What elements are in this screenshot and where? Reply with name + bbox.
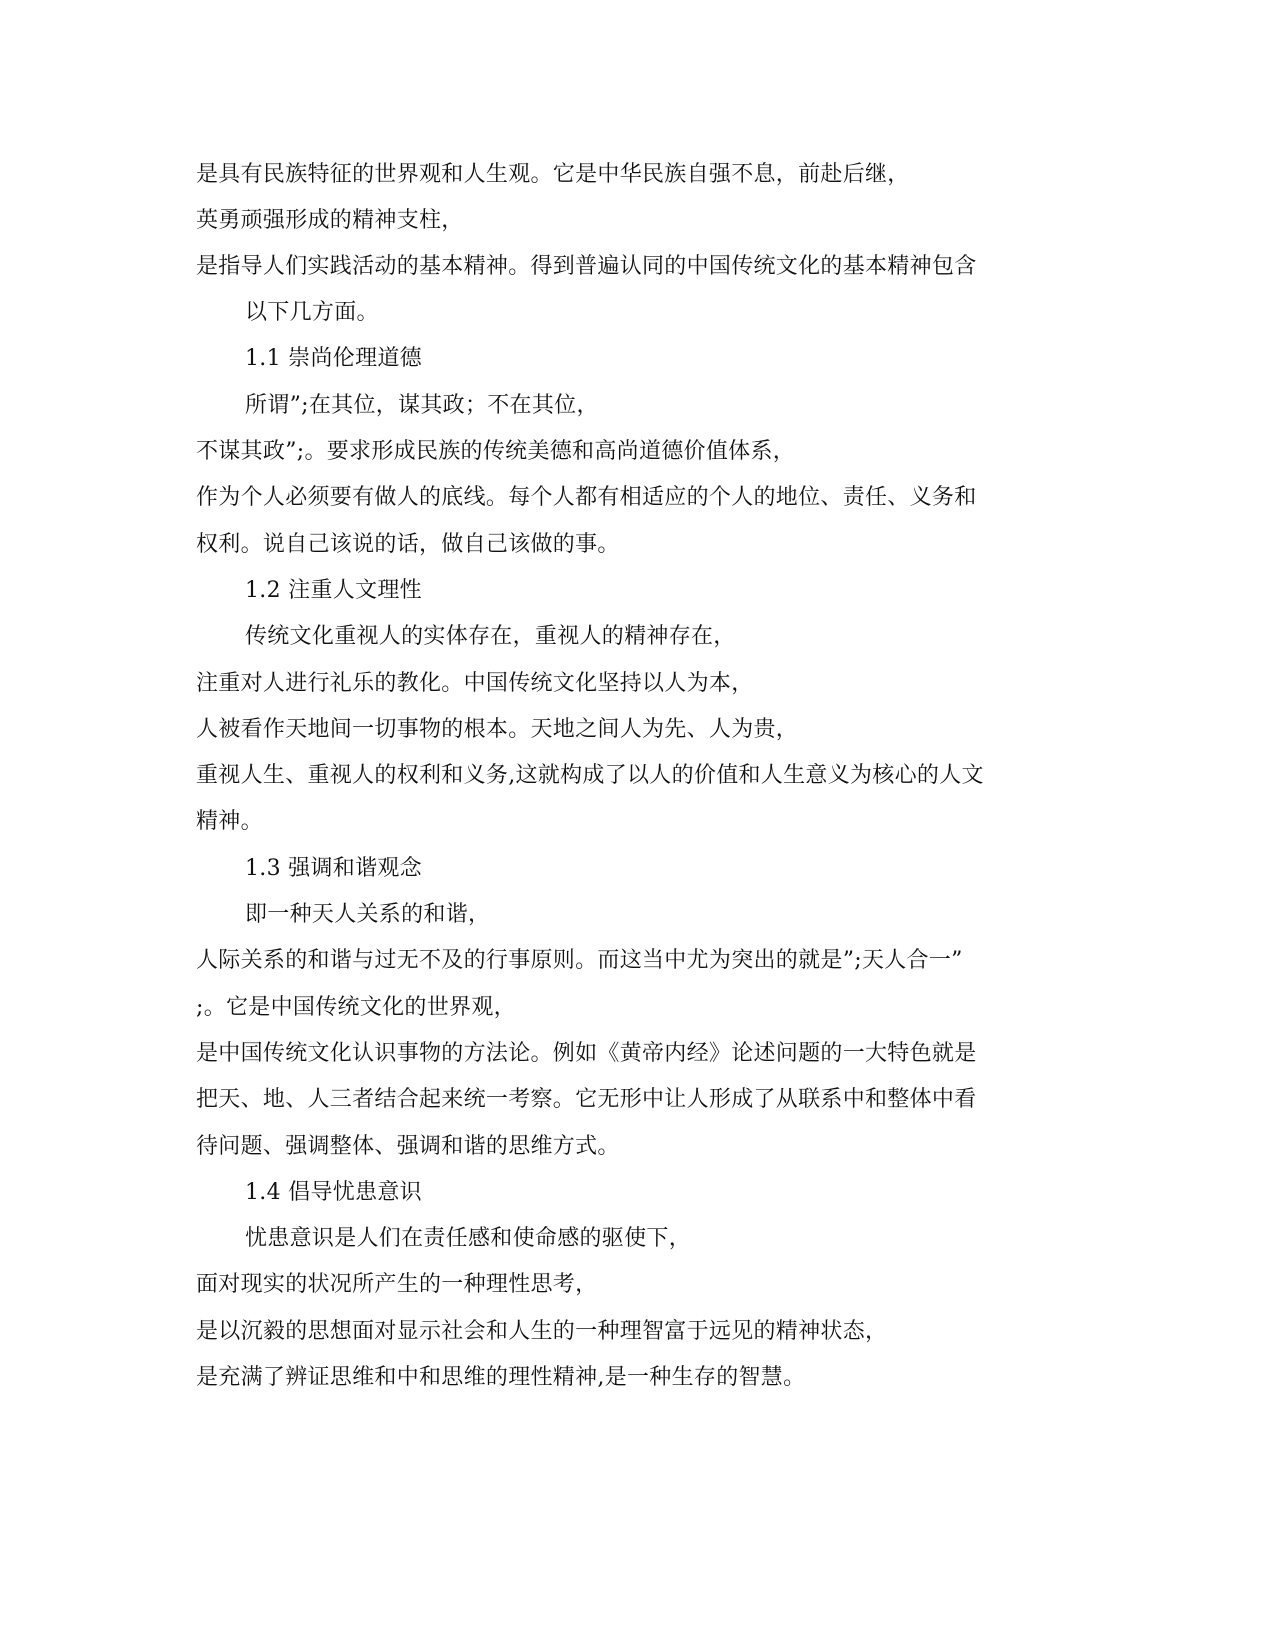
text-line: 忧患意识是人们在责任感和使命感的驱使下， (245, 1226, 692, 1251)
section-heading: 1.3 强调和谐观念 (245, 856, 422, 881)
text-line: 面对现实的状况所产生的一种理性思考， (196, 1272, 598, 1297)
text-line: 以下几方面。 (245, 300, 379, 325)
text-line: 待问题、强调整体、强调和谐的思维方式。 (196, 1134, 620, 1159)
text-line: 所谓”;在其位，谋其政；不在其位， (245, 393, 599, 418)
text-line: 不谋其政”;。要求形成民族的传统美德和高尚道德价值体系， (196, 439, 796, 464)
text-line: 人被看作天地间一切事物的根本。天地之间人为先、人为贵， (196, 717, 799, 742)
text-line: 注重对人进行礼乐的教化。中国传统文化坚持以人为本， (196, 671, 754, 696)
text-line: 即一种天人关系的和谐， (245, 902, 491, 927)
text-line: 传统文化重视人的实体存在，重视人的精神存在， (245, 624, 736, 649)
section-heading: 1.2 注重人文理性 (245, 578, 422, 603)
text-line: 是具有民族特征的世界观和人生观。它是中华民族自强不息，前赴后继， (196, 162, 910, 187)
text-line: 把天、地、人三者结合起来统一考察。它无形中让人形成了从联系中和整体中看 (196, 1087, 977, 1112)
text-line: 英勇顽强形成的精神支柱， (196, 208, 464, 233)
text-line: 作为个人必须要有做人的底线。每个人都有相适应的个人的地位、责任、义务和 (196, 485, 977, 510)
text-line: 精神。 (196, 809, 263, 834)
text-line: 是中国传统文化认识事物的方法论。例如《黄帝内经》论述问题的一大特色就是 (196, 1041, 977, 1066)
text-line: 人际关系的和谐与过无不及的行事原则。而这当中尤为突出的就是”;天人合一” (196, 948, 963, 973)
section-heading: 1.1 崇尚伦理道德 (245, 346, 422, 371)
text-line: 权利。说自己该说的话，做自己该做的事。 (196, 532, 620, 557)
section-heading: 1.4 倡导忧患意识 (245, 1180, 422, 1205)
text-line: 是充满了辨证思维和中和思维的理性精神,是一种生存的智慧。 (196, 1365, 806, 1390)
text-line: 是指导人们实践活动的基本精神。得到普遍认同的中国传统文化的基本精神包含 (196, 254, 977, 279)
text-line: 重视人生、重视人的权利和义务,这就构成了以人的价值和人生意义为核心的人文 (196, 763, 984, 788)
text-line: ;。它是中国传统文化的世界观， (196, 995, 516, 1020)
text-line: 是以沉毅的思想面对显示社会和人生的一种理智富于远见的精神状态， (196, 1319, 888, 1344)
